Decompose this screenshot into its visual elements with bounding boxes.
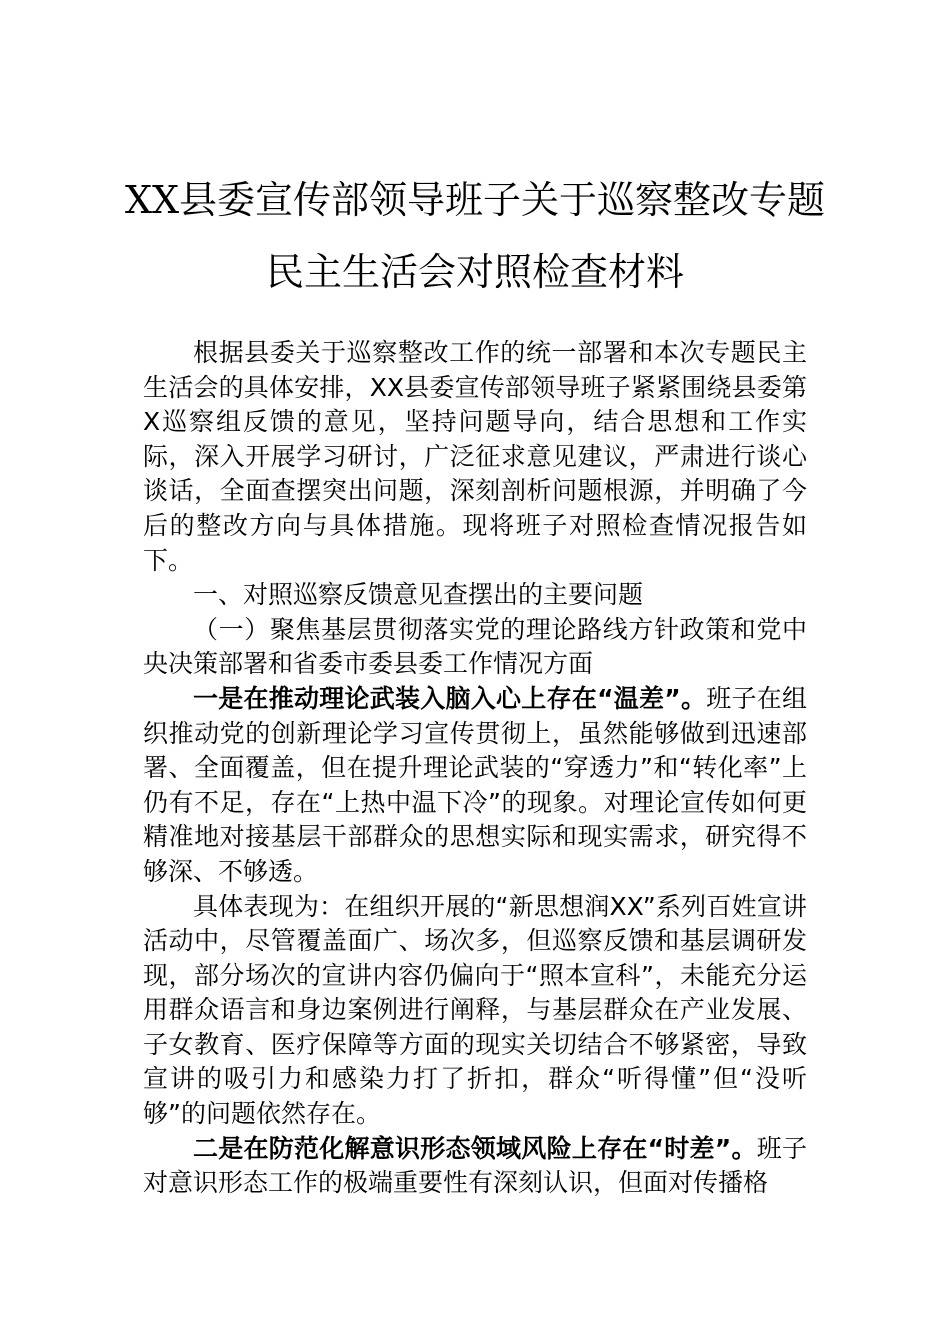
subsection-heading bbox=[143, 613, 807, 682]
document-title-line-2: 民主生活会对照检查材料 bbox=[265, 250, 684, 294]
issue-two-text: 班子对意识形态工作的极端重要性有深刻认识，但面对传播格 bbox=[143, 1133, 807, 1198]
issue-one-text: 班子在组织推动党的创新理论学习宣传贯彻上，虽然能够做到迅速部署、全面覆盖，但在提升理论武装的“穿透力”和“转化率”上仍有不足，存在“上热中温下冷”的现象。对理论宣传如何更精准地对接基层干部群众的思想实际和现实需求，研究得不够深、不够透。 bbox=[143, 683, 807, 886]
document-body bbox=[143, 336, 807, 1201]
issue-one-detail-text: 具体表现为：在组织开展的“新思想润XX”系列百姓宣讲活动中，尽管覆盖面广、场次多，但巡察反馈和基层调研发现，部分场次的宣讲内容仍偏向于“照本宣科”，未能充分运用群众语言和身边案例进行阐释，与基层群众在产业发展、子女教育、医疗保障等方面的现实关切结合不够紧密，导致宣讲的吸引力和感染力打了折扣，群众“听得懂”但“没听够”的问题依然存在。 bbox=[143, 891, 807, 1129]
issue-one-detail-paragraph bbox=[143, 890, 807, 1132]
issue-two-paragraph bbox=[143, 1132, 807, 1201]
issue-one-lead: 一是在推动理论武装入脑入心上存在“温差”。 bbox=[193, 683, 707, 713]
issue-two-lead: 二是在防范化解意识形态领域风险上存在“时差”。 bbox=[193, 1133, 757, 1163]
intro-paragraph bbox=[143, 336, 807, 578]
intro-text: 根据县委关于巡察整改工作的统一部署和本次专题民主生活会的具体安排，XX县委宣传部领导班子紧紧围绕县委第X巡察组反馈的意见，坚持问题导向，结合思想和工作实际，深入开展学习研讨，广泛征求意见建议，严肃进行谈心谈话，全面查摆突出问题，深刻剖析问题根源，并明确了今后的整改方向与具体措施。现将班子对照检查情况报告如下。 bbox=[143, 338, 807, 575]
issue-one-paragraph bbox=[143, 682, 807, 890]
document-title-line-1: XX县委宣传部领导班子关于巡察整改专题 bbox=[124, 178, 826, 222]
section-heading bbox=[143, 578, 807, 613]
subsection-heading-text: （一）聚焦基层贯彻落实党的理论路线方针政策和党中央决策部署和省委市委县委工作情况方面 bbox=[143, 614, 807, 679]
section-heading-text: 一、对照巡察反馈意见查摆出的主要问题 bbox=[193, 580, 644, 610]
